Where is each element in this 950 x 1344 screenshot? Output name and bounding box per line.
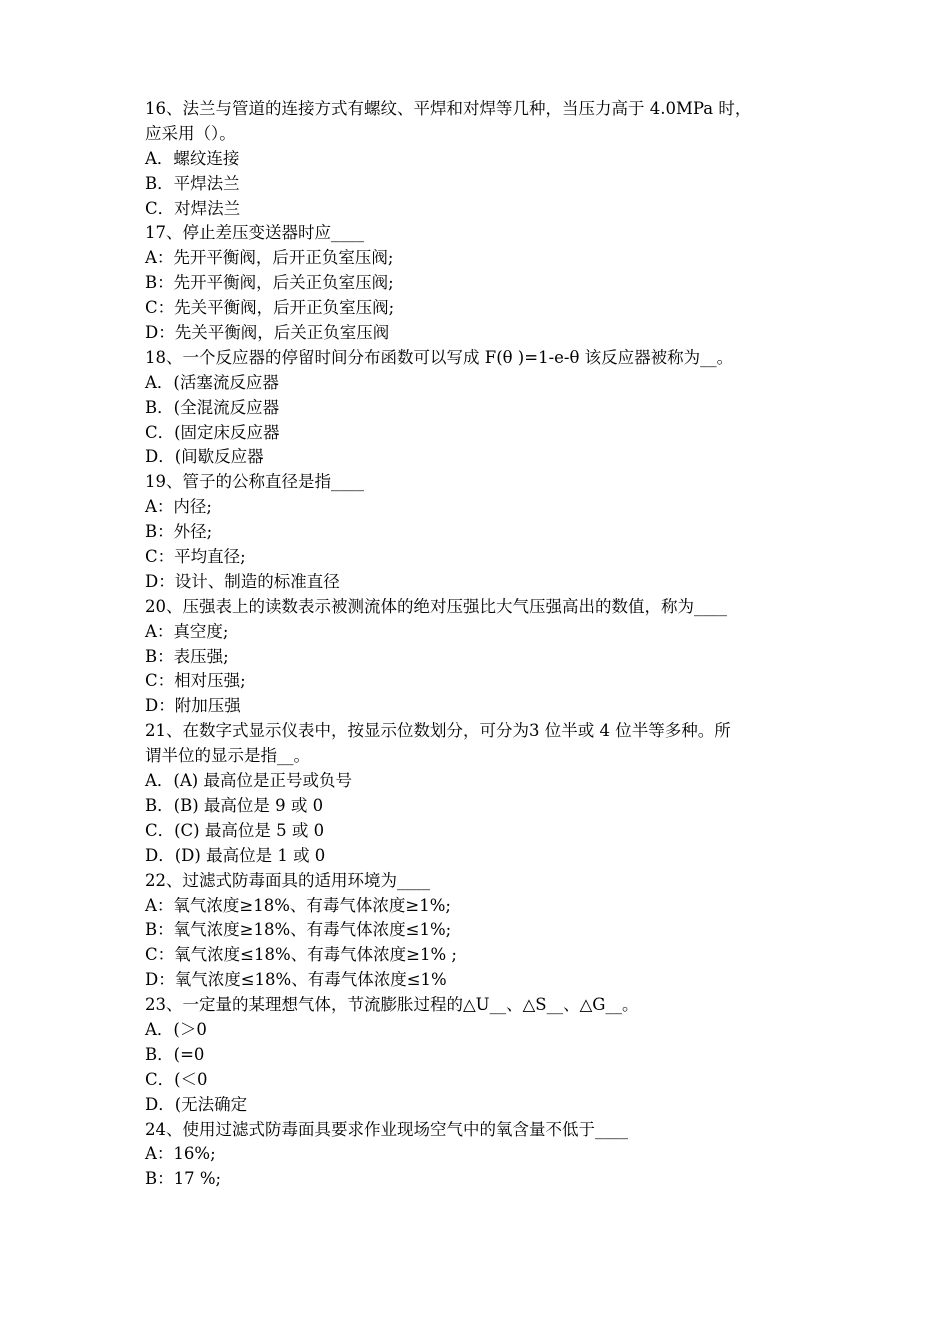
q23-option-c: C．(＜0 xyxy=(145,1069,208,1089)
q24-option-a: A：16%; xyxy=(145,1144,216,1164)
q22-stem: 22、过滤式防毒面具的适用环境为____ xyxy=(145,870,430,890)
q17-option-d: D：先关平衡阀，后关正负室压阀 xyxy=(145,323,390,343)
q16-option-b: B．平焊法兰 xyxy=(145,173,240,193)
q17-option-b: B：先开平衡阀，后关正负室压阀; xyxy=(145,273,394,293)
q20-option-b: B：表压强; xyxy=(145,646,229,666)
q18-option-a: A．(活塞流反应器 xyxy=(145,372,279,392)
q20-stem: 20、压强表上的读数表示被测流体的绝对压强比大气压强高出的数值，称为____ xyxy=(145,596,727,616)
question-text-block xyxy=(145,97,815,1192)
q18-option-c: C．(固定床反应器 xyxy=(145,422,280,442)
q21-stem-line-1: 21、在数字式显示仪表中，按显示位数划分，可分为3 位半或 4 位半等多种。所 xyxy=(145,721,731,741)
q17-option-c: C：先关平衡阀，后开正负室压阀; xyxy=(145,298,395,318)
q21-option-a: A．(A) 最高位是正号或负号 xyxy=(145,771,352,791)
q17-option-a: A：先开平衡阀，后开正负室压阀; xyxy=(145,248,394,268)
q21-option-b: B．(B) 最高位是 9 或 0 xyxy=(145,795,324,815)
q21-stem-line-2: 谓半位的显示是指__。 xyxy=(145,746,310,766)
q19-option-d: D：设计、制造的标准直径 xyxy=(145,571,340,591)
q22-option-b: B：氧气浓度≥18%、有毒气体浓度≤1%; xyxy=(145,920,452,940)
q17-stem: 17、停止差压变送器时应____ xyxy=(145,223,364,243)
q18-stem: 18、一个反应器的停留时间分布函数可以写成 F(θ )=1-e-θ 该反应器被称为__。 xyxy=(145,347,734,367)
q22-option-a: A：氧气浓度≥18%、有毒气体浓度≥1%; xyxy=(145,895,451,915)
q21-option-c: C．(C) 最高位是 5 或 0 xyxy=(145,820,325,840)
q19-option-c: C：平均直径; xyxy=(145,547,246,567)
q21-option-d: D．(D) 最高位是 1 或 0 xyxy=(145,845,326,865)
q23-option-a: A．(＞0 xyxy=(145,1019,207,1039)
q23-option-d: D．(无法确定 xyxy=(145,1094,248,1114)
q18-option-d: D．(间歇反应器 xyxy=(145,447,264,467)
q19-stem: 19、管子的公称直径是指____ xyxy=(145,472,364,492)
q22-option-d: D：氧气浓度≤18%、有毒气体浓度≤1% xyxy=(145,970,447,990)
q20-option-d: D：附加压强 xyxy=(145,696,241,716)
q19-option-a: A：内径; xyxy=(145,497,212,517)
q19-option-b: B：外径; xyxy=(145,522,213,542)
q20-option-a: A：真空度; xyxy=(145,621,229,641)
q18-option-b: B．(全混流反应器 xyxy=(145,397,280,417)
q16-option-c: C．对焊法兰 xyxy=(145,198,241,218)
q23-option-b: B．(=0 xyxy=(145,1044,205,1064)
q16-stem-line-1: 16、法兰与管道的连接方式有螺纹、平焊和对焊等几种，当压力高于 4.0MPa 时， xyxy=(145,99,752,118)
q22-option-c: C：氧气浓度≤18%、有毒气体浓度≥1% ; xyxy=(145,945,457,965)
q24-stem: 24、使用过滤式防毒面具要求作业现场空气中的氧含量不低于____ xyxy=(145,1119,628,1139)
q23-stem: 23、一定量的某理想气体，节流膨胀过程的△U__、△S__、△G__。 xyxy=(145,995,639,1015)
q16-stem-line-2: 应采用（）。 xyxy=(145,123,236,143)
q20-option-c: C：相对压强; xyxy=(145,671,246,691)
q24-option-b: B：17 %; xyxy=(145,1169,222,1189)
q16-option-a: A．螺纹连接 xyxy=(145,148,240,168)
